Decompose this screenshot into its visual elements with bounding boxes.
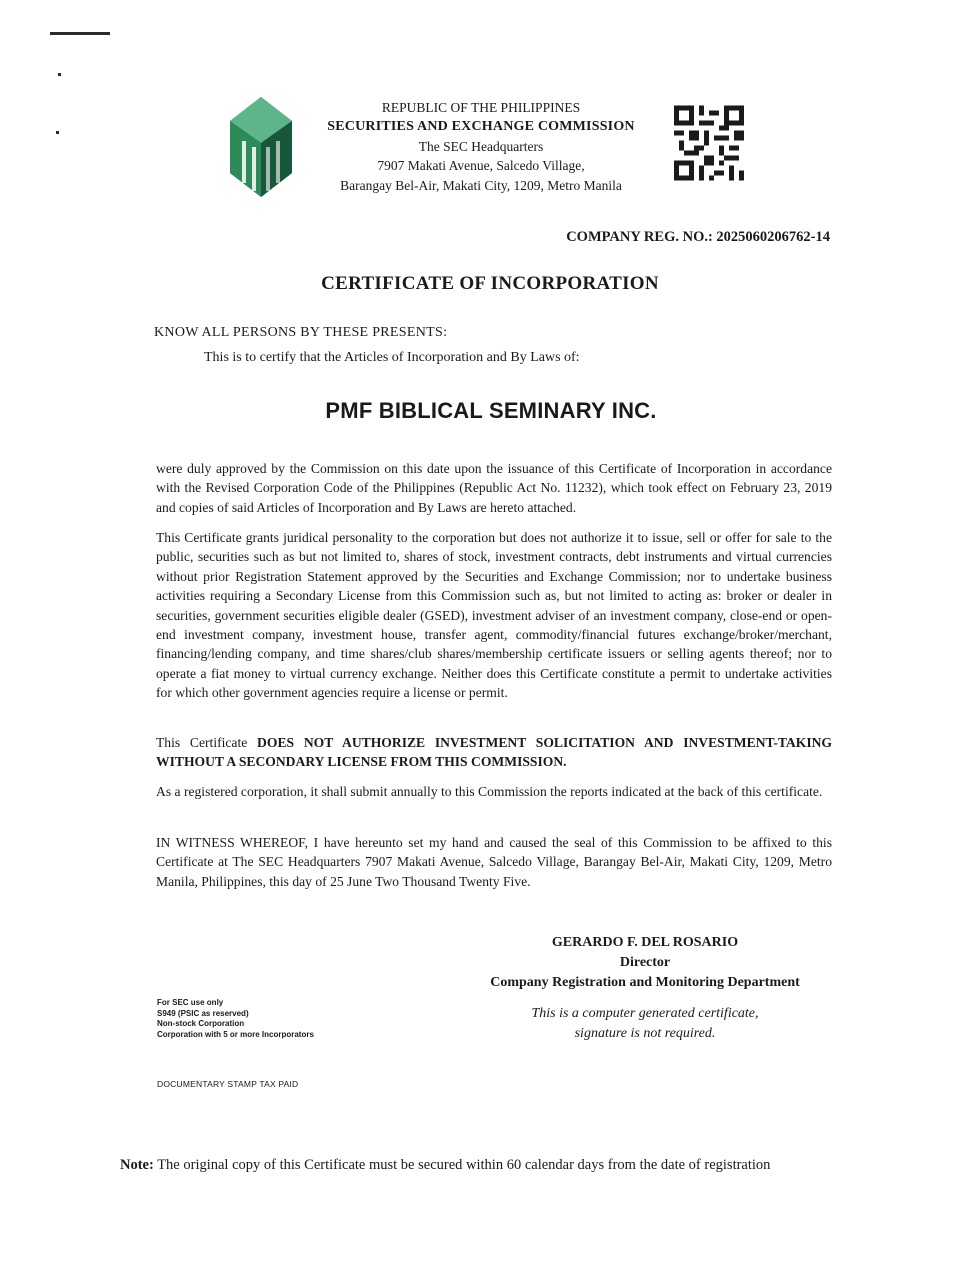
sec-use-line: For SEC use only <box>157 998 224 1007</box>
note-label: Note: <box>120 1157 154 1173</box>
address-line: 7907 Makati Avenue, Salcedo Village, <box>377 158 585 174</box>
signatory-title: Director <box>619 955 671 970</box>
company-reg-no: COMPANY REG. NO.: 2025060206762-14 <box>566 229 830 245</box>
sec-logo-icon <box>230 97 292 197</box>
paragraph-reports: As a registered corporation, it shall submit annually to this Commission the reports indicated at the back of this certificate. <box>156 784 823 799</box>
sec-use-line: S949 (PSIC as reserved) <box>157 1008 249 1018</box>
hq-line: The SEC Headquarters <box>418 138 544 154</box>
certify-line: This is to certify that the Articles of Incorporation and By Laws of: <box>204 350 580 365</box>
scan-mark <box>50 32 110 35</box>
qr-code-icon <box>674 105 744 181</box>
signatory-department: Company Registration and Monitoring Department <box>490 975 800 990</box>
sec-use-line: Corporation with 5 or more Incorporators <box>157 1029 314 1039</box>
signature-note-line: This is a computer generated certificate, <box>531 1006 759 1021</box>
commission-line: SECURITIES AND EXCHANGE COMMISSION <box>327 119 635 135</box>
paragraph-warning <box>156 733 832 772</box>
republic-line: REPUBLIC OF THE PHILIPPINES <box>381 100 581 115</box>
footer-note <box>120 1157 880 1174</box>
signature-note <box>470 1004 820 1044</box>
sec-use-block <box>157 998 314 1040</box>
scan-mark <box>58 73 61 76</box>
warning-lead: This Certificate <box>156 735 258 750</box>
paragraph-approval: were duly approved by the Commission on this date upon the issuance of this Certificate of Incorporation in accordance with the Revised Corporation Code of the Philippines (Republic Act No. 11232), which took effect on February 23, 2019 and copies of said Articles of Incorporation and By Laws are hereto attached. <box>156 461 832 515</box>
address-line: Barangay Bel-Air, Makati City, 1209, Metro Manila <box>340 177 622 193</box>
sec-use-line: Non-stock Corporation <box>157 1019 245 1028</box>
signature-note-line: signature is not required. <box>574 1026 716 1041</box>
paragraph-juridical: This Certificate grants juridical personality to the corporation but does not authorize it to issue, sell or offer for sale to the public, securities such as but not limited to, shares of stock, investment contracts, debt instruments and virtual currencies without prior Registration Statement approved by the Securities and Exchange Commission; nor to undertake business activities requiring a Secondary License from this Commission such as, but not limited to acting as: broker or dealer in securities, government securities eligible dealer (GSED), investment adviser of an investment company, close-end or open-end investment company, investment house, transfer agent, commodity/financial futures exchange/broker/merchant, financing/lending company, and time shares/club shares/membership certificate issuers or selling agents thereof; nor to operate a fiat money to virtual currency exchange. Neither does this Certificate constitute a permit to undertake activities for which other government agencies require a license or permit. <box>156 530 832 701</box>
certificate-title: CERTIFICATE OF INCORPORATION <box>321 273 659 294</box>
signatory-name: GERARDO F. DEL ROSARIO <box>551 935 739 950</box>
company-name: PMF BIBLICAL SEMINARY INC. <box>325 398 657 423</box>
scan-mark <box>56 131 59 134</box>
paragraph-witness: IN WITNESS WHEREOF, I have hereunto set my hand and caused the seal of this Commission to be affixed to this Certificate at The SEC Headquarters 7907 Makati Avenue, Salcedo Village, Barangay Bel-Air, Makati City, 1209, Metro Manila, Philippines, this day of 25 June Two Thousand Twenty Five. <box>156 835 832 889</box>
note-text: The original copy of this Certificate must be secured within 60 calendar days from the date of registration <box>153 1157 771 1173</box>
issuer-header <box>300 98 662 195</box>
know-all-line: KNOW ALL PERSONS BY THESE PRESENTS: <box>154 325 448 340</box>
stamp-tax-label: DOCUMENTARY STAMP TAX PAID <box>157 1079 299 1089</box>
warning-caps: DOES NOT AUTHORIZE INVESTMENT SOLICITATION AND INVESTMENT-TAKING WITHOUT A SECONDARY LICENSE FROM THIS COMMISSION. <box>156 735 832 770</box>
